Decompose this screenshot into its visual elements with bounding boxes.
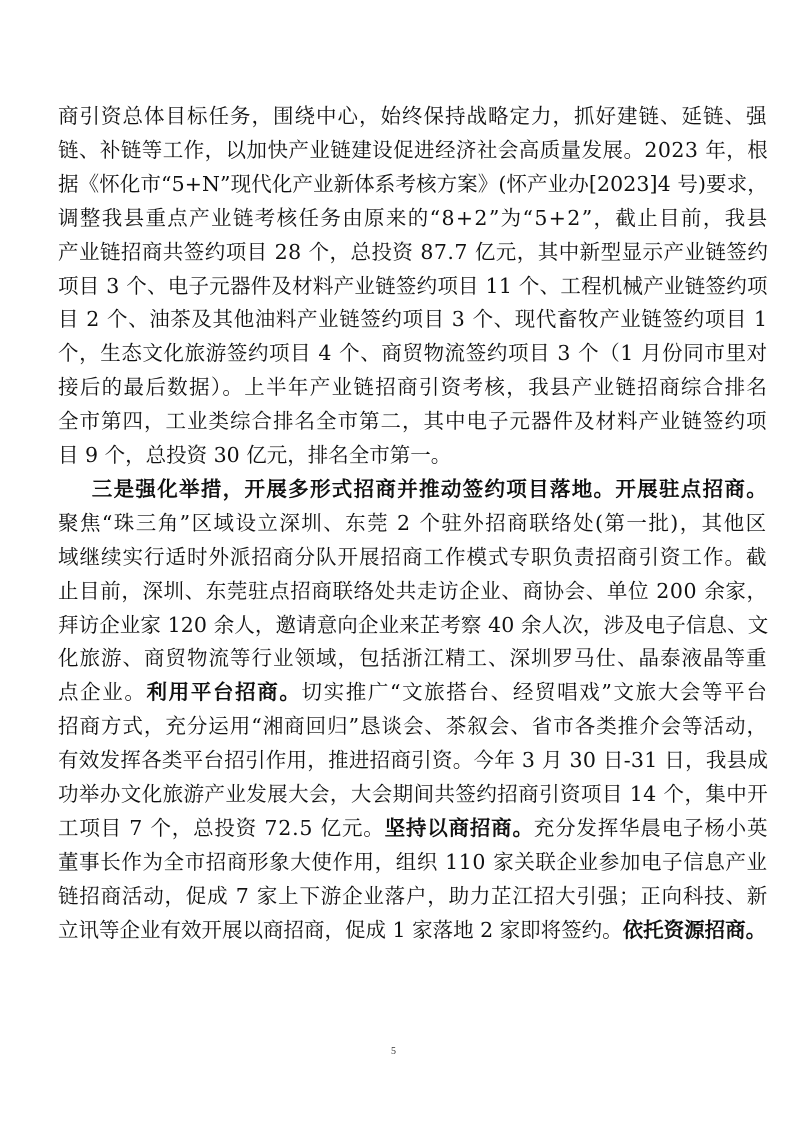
bold-heading-text: 坚持以商招商。 <box>384 815 534 840</box>
line-text: 产业链招商共签约项目 28 个，总投资 87.7 亿元，其中新型显示产业链签约 <box>58 239 769 264</box>
text-line <box>58 138 768 162</box>
text-line <box>58 646 768 670</box>
text-line <box>58 307 768 331</box>
text-line <box>58 511 768 535</box>
text-line <box>58 240 768 264</box>
line-text: 接后的最后数据）。上半年产业链招商引资考核，我县产业链招商综合排名 <box>58 375 769 400</box>
line-text: 董事长作为全市招商形象大使作用，组织 110 家关联企业参加电子信息产业 <box>58 849 768 874</box>
line-text: 工项目 7 个，总投资 72.5 亿元。 <box>58 815 385 840</box>
line-text: 切实推广“文旅搭台、经贸唱戏”文旅大会等平台 <box>301 680 769 705</box>
line-text: 目 2 个、油茶及其他油料产业链签约项目 3 个、现代畜牧产业链签约项目 1 <box>58 307 768 332</box>
line-text: 止目前，深圳、东莞驻点招商联络处共走访企业、商协会、单位 200 余家， <box>58 578 768 603</box>
page-number: 5 <box>391 1046 396 1057</box>
line-text: 拜访企业家 120 余人，邀请意向企业来芷考察 40 余人次，涉及电子信息、文 <box>58 612 769 637</box>
line-text: 功举办文化旅游产业发展大会，大会期间共签约招商引资项目 14 个，集中开 <box>58 782 769 806</box>
text-line <box>58 274 768 298</box>
text-line <box>58 714 768 738</box>
line-text: 点企业。 <box>58 680 147 705</box>
text-line <box>58 816 768 840</box>
text-line <box>58 172 768 196</box>
text-line <box>58 748 768 772</box>
line-text: 立讯等企业有效开展以商招商，促成 1 家落地 2 家即将签约。 <box>58 917 623 942</box>
line-text: 有效发挥各类平台招引作用，推进招商引资。今年 3 月 30 日-31 日，我县成 <box>58 748 769 773</box>
text-line <box>58 375 768 399</box>
line-text: 全市第四，工业类综合排名全市第二，其中电子元器件及材料产业链签约项 <box>58 409 768 434</box>
text-line <box>58 782 768 806</box>
bold-heading-text: 利用平台招商。 <box>146 680 302 705</box>
text-line <box>58 104 768 128</box>
text-line <box>58 341 768 365</box>
text-line <box>58 545 768 569</box>
text-line <box>58 409 768 433</box>
line-text: 个，生态文化旅游签约项目 4 个、商贸物流签约项目 3 个（1 月份同市里对 <box>58 341 768 366</box>
bold-heading-text: 三是强化举措，开展多形式招商并推动签约项目落地。开展驻点招商。 <box>58 476 769 501</box>
text-line <box>58 918 766 942</box>
bold-heading-text: 依托资源招商。 <box>622 917 767 942</box>
line-text: 链、补链等工作，以加快产业链建设促进经济社会高质量发展。2023 年，根 <box>58 137 769 162</box>
line-text: 调整我县重点产业链考核任务由原来的“8+2”为“5+2”，截止目前，我县 <box>58 205 769 230</box>
line-text: 目 9 个，总投资 30 亿元，排名全市第一。 <box>58 443 452 467</box>
text-line <box>58 680 768 704</box>
line-text: 充分发挥华晨电子杨小英 <box>533 815 769 840</box>
text-line <box>58 579 768 603</box>
line-text: 域继续实行适时外派招商分队开展招商工作模式专职负责招商引资工作。截 <box>58 544 768 569</box>
text-line <box>58 884 768 908</box>
line-text: 招商方式，充分运用“湘商回归”恳谈会、茶叙会、省市各类推介会等活动， <box>58 714 768 739</box>
line-text: 化旅游、商贸物流等行业领域，包括浙江精工、深圳罗马仕、晶泰液晶等重 <box>58 646 768 671</box>
text-line <box>58 613 768 637</box>
text-line <box>58 443 451 467</box>
line-text: 项目 3 个、电子元器件及材料产业链签约项目 11 个、工程机械产业链签约项 <box>58 273 768 298</box>
line-text: 商引资总体目标任务，围绕中心，始终保持战略定力，抓好建链、延链、强 <box>58 104 768 128</box>
text-line <box>58 206 768 230</box>
line-text: 据《怀化市“5+N”现代化产业新体系考核方案》(怀产业办[2023]4 号)要求， <box>58 171 768 196</box>
text-line <box>58 477 768 501</box>
text-line <box>58 850 768 874</box>
line-text: 链招商活动，促成 7 家上下游企业落户，助力芷江招大引强；正向科技、新 <box>58 883 769 908</box>
line-text: 聚焦“珠三角”区域设立深圳、东莞 2 个驻外招商联络处(第一批)，其他区 <box>58 510 768 535</box>
